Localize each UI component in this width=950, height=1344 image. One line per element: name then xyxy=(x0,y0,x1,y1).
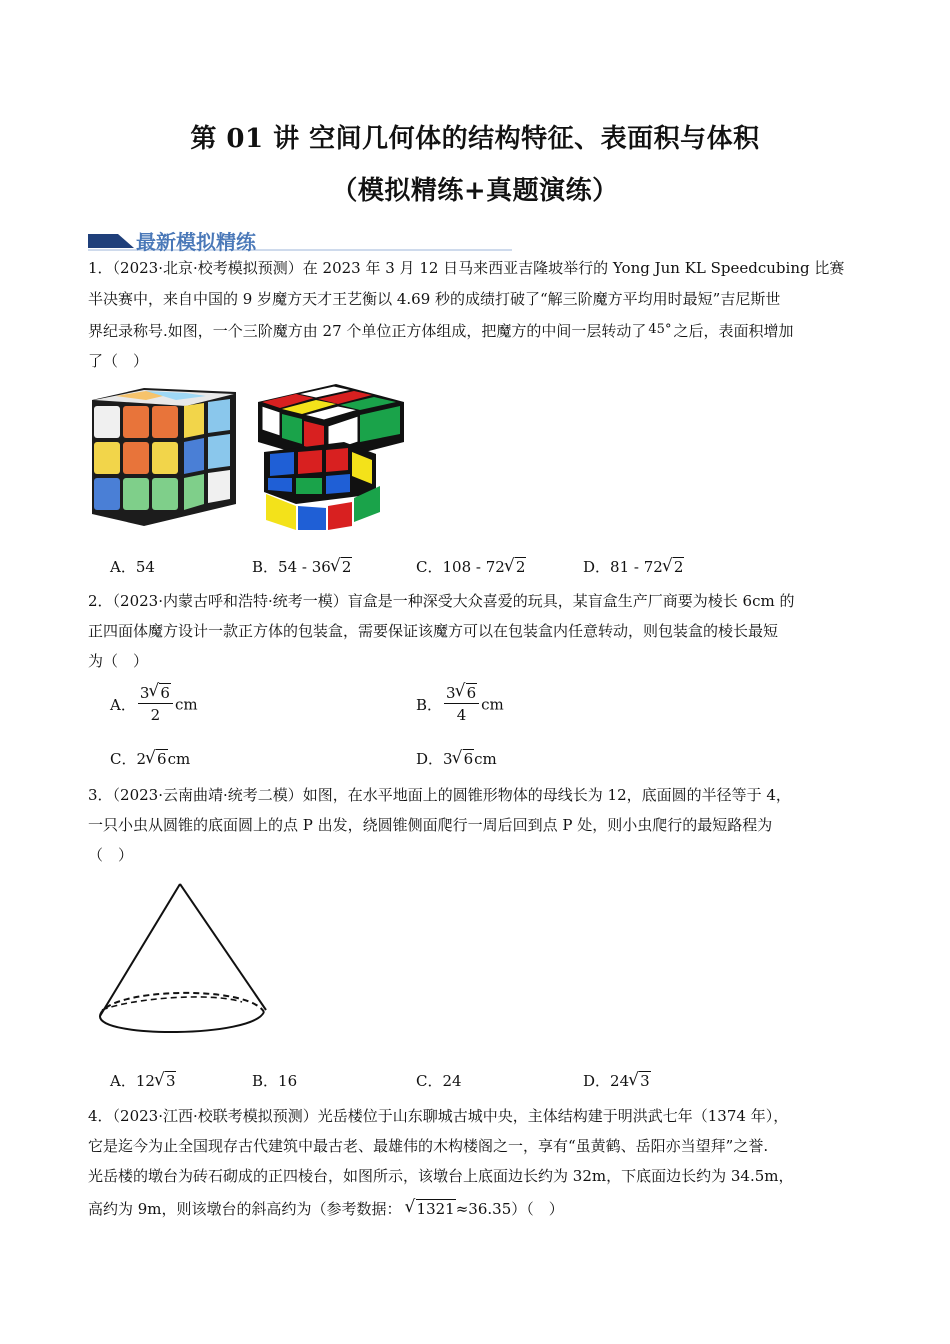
q3-option-d-label: D． xyxy=(583,1072,611,1090)
q4-ref-radicand: 1321 xyxy=(416,1200,455,1218)
q1-option-d-radicand: 2 xyxy=(673,558,684,576)
q3-option-d-radicand: 3 xyxy=(640,1072,650,1090)
q3-line-1: 3．（2023·云南曲靖·统考二模）如图，在水平地面上的圆锥形物体的母线长为 12，底面圆的半径等于 4， xyxy=(88,786,791,804)
cone-diagram xyxy=(92,880,272,1044)
q1-line-4: 了（ ） xyxy=(88,352,149,370)
q2-option-c-radicand: 6 xyxy=(157,750,167,768)
q2-option-a-unit: cm xyxy=(174,695,198,714)
q2-option-d[interactable] xyxy=(416,748,497,769)
q1-option-d-label: D． xyxy=(583,558,611,576)
q1-option-b-radicand: 2 xyxy=(341,558,352,576)
q3-option-d-coef: 24 xyxy=(610,1072,630,1090)
q1-line-3-text: 界纪录称号.如图，一个三阶魔方由 27 个单位正方体组成，把魔方的中间一层转动了 xyxy=(88,322,647,340)
q4-line-1: 4．（2023·江西·校联考模拟预测）光岳楼位于山东聊城古城中央，主体结构建于明洪武七年（1374 年）， xyxy=(88,1107,789,1125)
sqrt-symbol xyxy=(146,750,168,768)
q3-option-c-label: C． xyxy=(416,1072,443,1090)
q2-option-c-unit: cm xyxy=(167,750,191,768)
q2-line-2: 正四面体魔方设计一款正方体的包装盒，需要保证该魔方可以在包装盒内任意转动，则包装盒的棱长最短 xyxy=(88,622,779,640)
q2-option-d-label: D． xyxy=(416,750,444,768)
sqrt-symbol xyxy=(663,558,685,576)
q3-option-b[interactable] xyxy=(252,1070,297,1091)
q3-option-a-label: A． xyxy=(110,1072,136,1090)
q2-line-1: 2．（2023·内蒙古呼和浩特·统考一模）盲盒是一种深受大众喜爱的玩具，某盲盒生产厂商要为棱长 6cm 的 xyxy=(88,592,795,610)
q1-option-c-label: C． xyxy=(416,558,443,576)
q3-line-3: （ ） xyxy=(88,846,134,864)
q2-option-a-radicand: 6 xyxy=(160,684,170,702)
q2-option-b-label: B． xyxy=(416,696,443,714)
q2-line-3: 为（ ） xyxy=(88,652,149,670)
q1-option-a[interactable] xyxy=(110,556,155,577)
q1-line-3-tail: 之后，表面积增加 xyxy=(673,322,794,340)
q1-option-d-prefix: 81 - 72 xyxy=(610,558,663,576)
q3-option-a[interactable] xyxy=(110,1070,176,1091)
sqrt-symbol xyxy=(331,558,353,576)
q2-option-d-coef: 3 xyxy=(443,750,453,768)
q2-option-a-denominator: 2 xyxy=(150,706,161,724)
q1-option-a-label: A． xyxy=(110,558,136,576)
q2-option-b-fraction xyxy=(444,683,479,726)
q2-option-a[interactable] xyxy=(110,683,198,726)
q1-option-b[interactable] xyxy=(252,556,352,577)
q1-line-2: 半决赛中，来自中国的 9 岁魔方天才王艺衡以 4.69 秒的成绩打破了“解三阶魔方平均用时最短”吉尼斯世 xyxy=(88,290,781,308)
q4-line-4-text: 高约为 9m，则该墩台的斜高约为（参考数据： xyxy=(88,1200,402,1218)
rubiks-cube-image xyxy=(86,384,238,530)
q4-ref-approx: ≈36.35）（ ） xyxy=(455,1200,564,1218)
q1-line-3 xyxy=(88,319,793,342)
page-subtitle: （模拟精练+真题演练） xyxy=(331,176,619,206)
q3-line-2: 一只小虫从圆锥的底面圆上的点 P 出发，绕圆锥侧面爬行一周后回到点 P 处，则小虫爬行的最短路程为 xyxy=(88,816,773,834)
q4-line-4 xyxy=(88,1198,564,1220)
sqrt-symbol xyxy=(505,558,527,576)
q1-option-b-label: B． xyxy=(252,558,279,576)
q2-option-a-fraction xyxy=(138,683,173,726)
section-header-label: 最新模拟精练 xyxy=(136,230,256,254)
sqrt-symbol xyxy=(456,683,478,703)
q3-option-b-label: B． xyxy=(252,1072,279,1090)
q2-option-b-unit: cm xyxy=(481,695,504,714)
q2-option-d-unit: cm xyxy=(474,750,497,768)
sqrt-symbol xyxy=(453,750,475,768)
q2-option-c-label: C． xyxy=(110,750,137,768)
q2-option-d-radicand: 6 xyxy=(463,750,474,768)
q3-option-c-value: 24 xyxy=(442,1072,462,1090)
sqrt-symbol xyxy=(406,1198,456,1220)
q1-option-c-prefix: 108 - 72 xyxy=(442,558,505,576)
sqrt-symbol xyxy=(149,683,171,703)
q3-option-b-value: 16 xyxy=(278,1072,298,1090)
q2-option-b[interactable] xyxy=(416,683,504,726)
q4-line-3: 光岳楼的墩台为砖石砌成的正四棱台，如图所示，该墩台上底面边长约为 32m，下底面边长约为 34.5m， xyxy=(88,1167,794,1185)
page-title: 第 01 讲 空间几何体的结构特征、表面积与体积 xyxy=(190,124,760,154)
q1-option-a-value: 54 xyxy=(135,558,155,576)
q2-option-b-denominator: 4 xyxy=(456,706,467,724)
q3-option-a-radicand: 3 xyxy=(165,1072,176,1090)
q1-line-1: 1．（2023·北京·校考模拟预测）在 2023 年 3 月 12 日马来西亚吉隆坡举行的 Yong Jun KL Speedcubing 比赛 xyxy=(88,259,845,277)
q1-option-c[interactable] xyxy=(416,556,526,577)
q1-option-d[interactable] xyxy=(583,556,684,577)
q1-option-b-prefix: 54 - 36 xyxy=(278,558,331,576)
q2-option-a-coef: 3 xyxy=(139,684,150,702)
sqrt-symbol xyxy=(629,1072,651,1090)
sqrt-symbol xyxy=(155,1072,177,1090)
q1-angle: 45° xyxy=(648,322,672,337)
q2-option-c[interactable] xyxy=(110,748,190,769)
q4-line-2: 它是迄今为止全国现存古代建筑中最古老、最雄伟的木构楼阁之一，享有“虽黄鹤、岳阳亦当望拜”之誉. xyxy=(88,1137,769,1155)
q2-option-a-label: A． xyxy=(110,696,136,714)
q1-option-c-radicand: 2 xyxy=(515,558,526,576)
q2-option-b-radicand: 6 xyxy=(466,684,477,702)
q2-option-c-coef: 2 xyxy=(136,750,147,768)
twisted-rubiks-cube-image xyxy=(256,382,406,534)
q2-option-b-coef: 3 xyxy=(446,684,456,702)
q3-option-a-coef: 12 xyxy=(135,1072,155,1090)
q3-option-d[interactable] xyxy=(583,1070,651,1091)
q3-option-c[interactable] xyxy=(416,1070,462,1091)
